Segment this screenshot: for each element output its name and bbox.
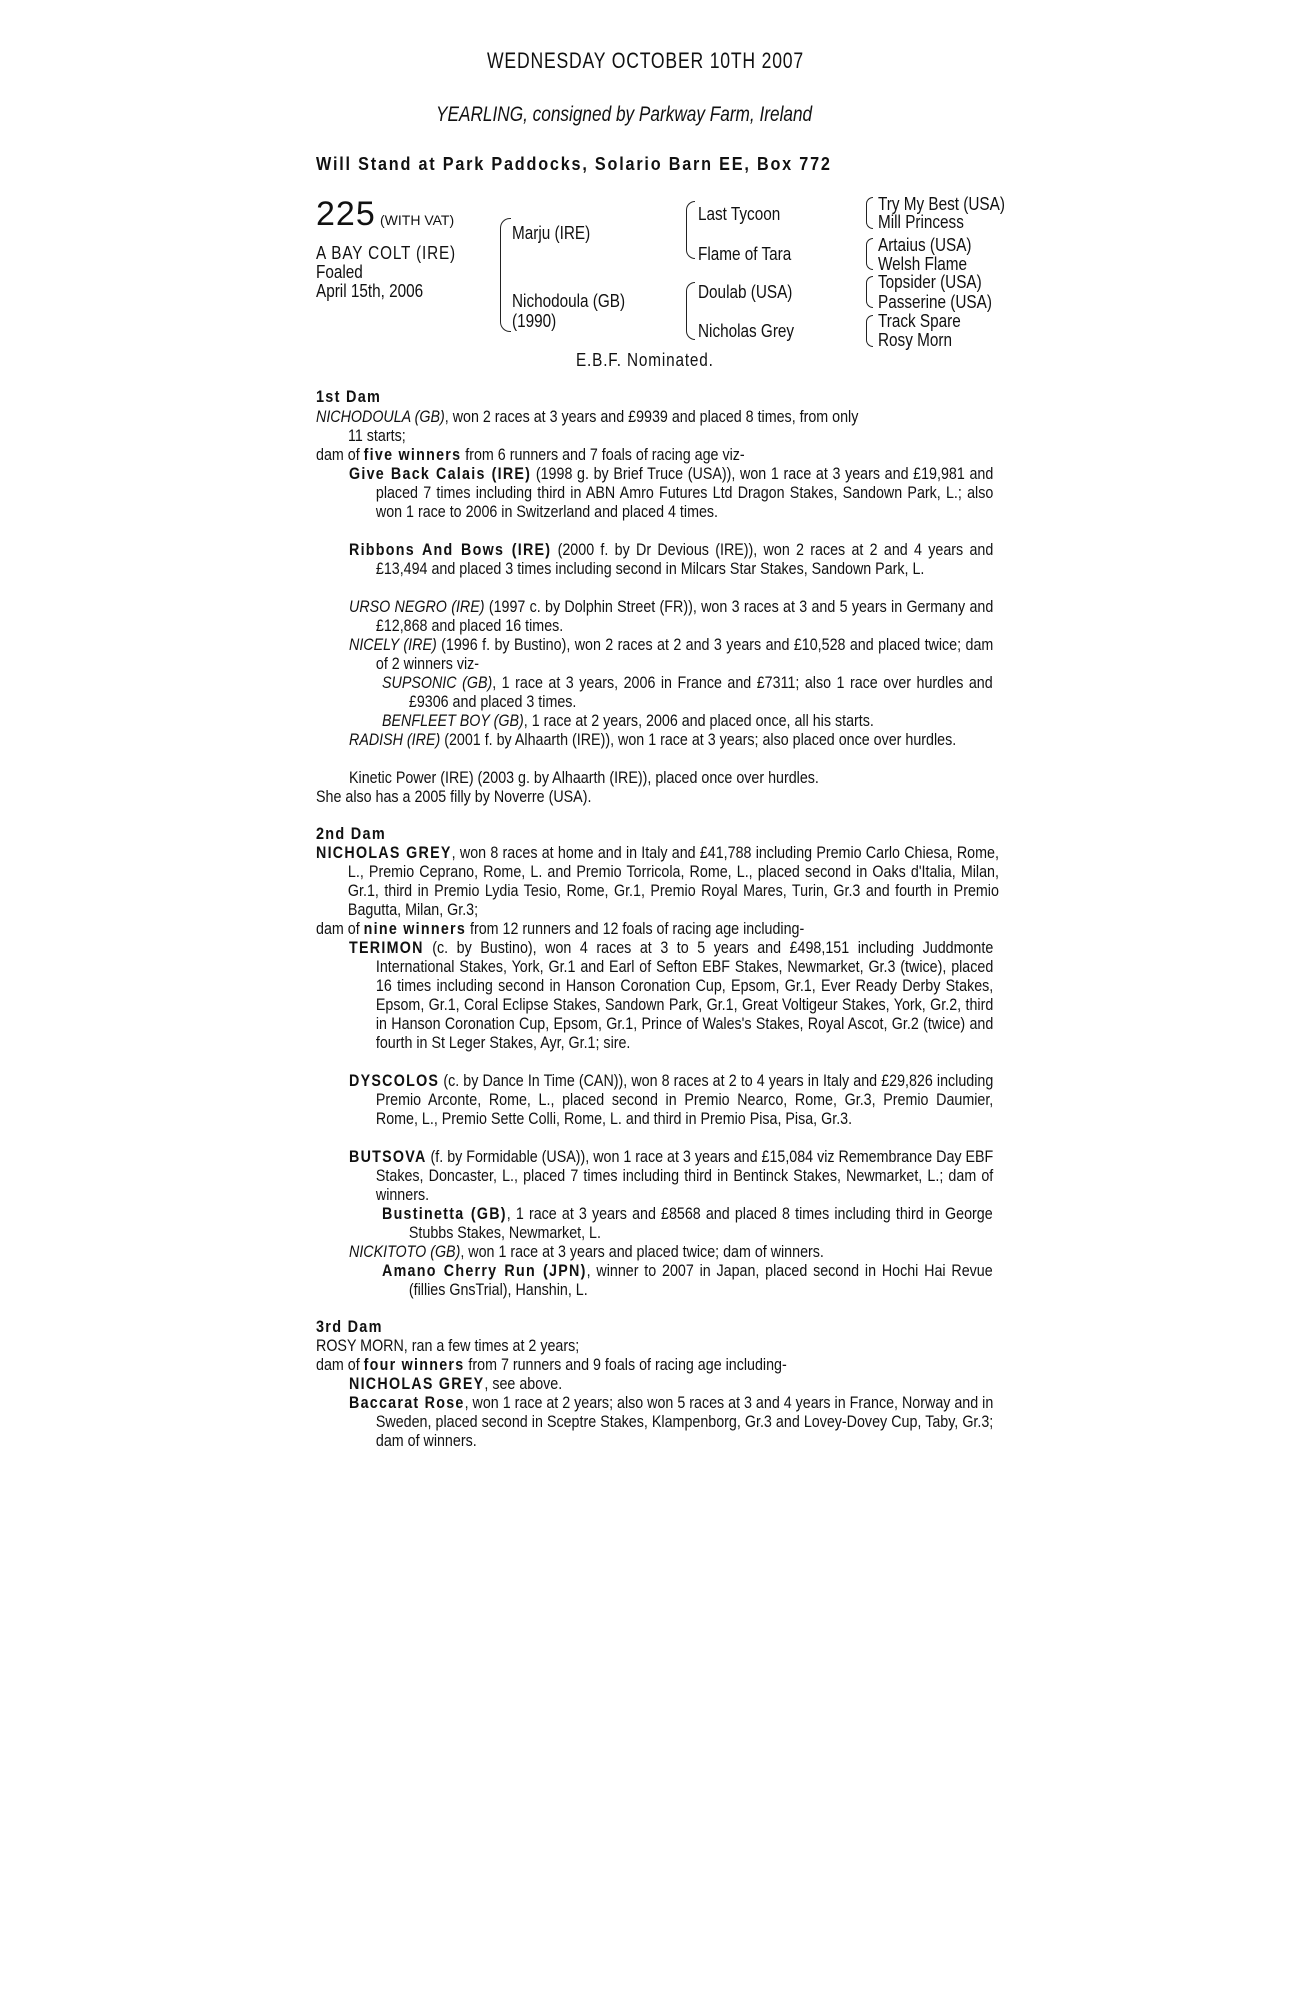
pedigree-sds: Artaius (USA): [878, 235, 972, 255]
lot-description: A BAY COLT (IRE): [316, 243, 457, 263]
second-dam-heading: 2nd Dam: [316, 824, 386, 843]
first-dam-produce-8: Kinetic Power (IRE) (2003 g. by Alhaarth (IRE)), placed once over hurdles.: [349, 768, 819, 787]
lot-number: 225: [316, 195, 376, 233]
first-dam-record-line2: 11 starts;: [348, 426, 406, 445]
pedigree-sdd: Welsh Flame: [878, 254, 967, 274]
pedigree-dss: Topsider (USA): [878, 272, 982, 292]
pedigree-sd: Flame of Tara: [698, 244, 792, 264]
pedigree-ssd: Mill Princess: [878, 212, 964, 232]
first-dam-name: NICHODOULA (GB): [316, 407, 445, 426]
first-dam-note: She also has a 2005 filly by Noverre (USA).: [316, 787, 592, 806]
pedigree-brace-ss: [866, 197, 873, 229]
pedigree-dsd: Passerine (USA): [878, 292, 992, 312]
pedigree-brace-dd: [866, 315, 873, 347]
vat-note: (WITH VAT): [380, 212, 455, 228]
pedigree-dam: Nichodoula (GB): [512, 291, 626, 311]
pedigree-sire: Marju (IRE): [512, 223, 591, 243]
pedigree-brace-ds: [866, 276, 873, 308]
second-dam-name: NICHOLAS GREY: [316, 843, 452, 862]
second-dam-dam-of: dam of nine winners from 12 runners and 12 foals of racing age including-: [316, 919, 805, 938]
pedigree-dds: Track Spare: [878, 311, 961, 331]
pedigree-dd: Nicholas Grey: [698, 321, 795, 341]
third-dam-record: ROSY MORN, ran a few times at 2 years;: [316, 1336, 580, 1355]
first-dam-dam-of: dam of five winners from 6 runners and 7 foals of racing age viz-: [316, 445, 745, 464]
pedigree-sss: Try My Best (USA): [878, 194, 1005, 214]
pedigree-brace-sd: [866, 238, 873, 270]
foaled-date: April 15th, 2006: [316, 281, 424, 301]
foaled-label: Foaled: [316, 262, 363, 282]
ebf-nominated: E.B.F. Nominated.: [576, 350, 714, 370]
pedigree-brace-dam: [686, 282, 695, 340]
pedigree-brace-sire: [686, 201, 695, 259]
pedigree-ddd: Rosy Morn: [878, 330, 952, 350]
third-dam-dam-of: dam of four winners from 7 runners and 9 foals of racing age including-: [316, 1355, 787, 1374]
third-dam-heading: 3rd Dam: [316, 1317, 383, 1336]
pedigree-ss: Last Tycoon: [698, 204, 781, 224]
first-dam-heading: 1st Dam: [316, 387, 382, 406]
consignment-line: YEARLING, consigned by Parkway Farm, Ireland: [436, 103, 813, 126]
sale-date: WEDNESDAY OCTOBER 10TH 2007: [487, 48, 804, 73]
stand-location: Will Stand at Park Paddocks, Solario Barn EE, Box 772: [316, 154, 832, 174]
pedigree-ds: Doulab (USA): [698, 282, 793, 302]
pedigree-brace-main: [500, 218, 511, 332]
third-dam-produce-1: NICHOLAS GREY, see above.: [349, 1374, 563, 1393]
first-dam-record-line1: NICHODOULA (GB), won 2 races at 3 years and £9939 and placed 8 times, from only: [316, 407, 859, 426]
pedigree-dam-year: (1990): [512, 311, 557, 331]
